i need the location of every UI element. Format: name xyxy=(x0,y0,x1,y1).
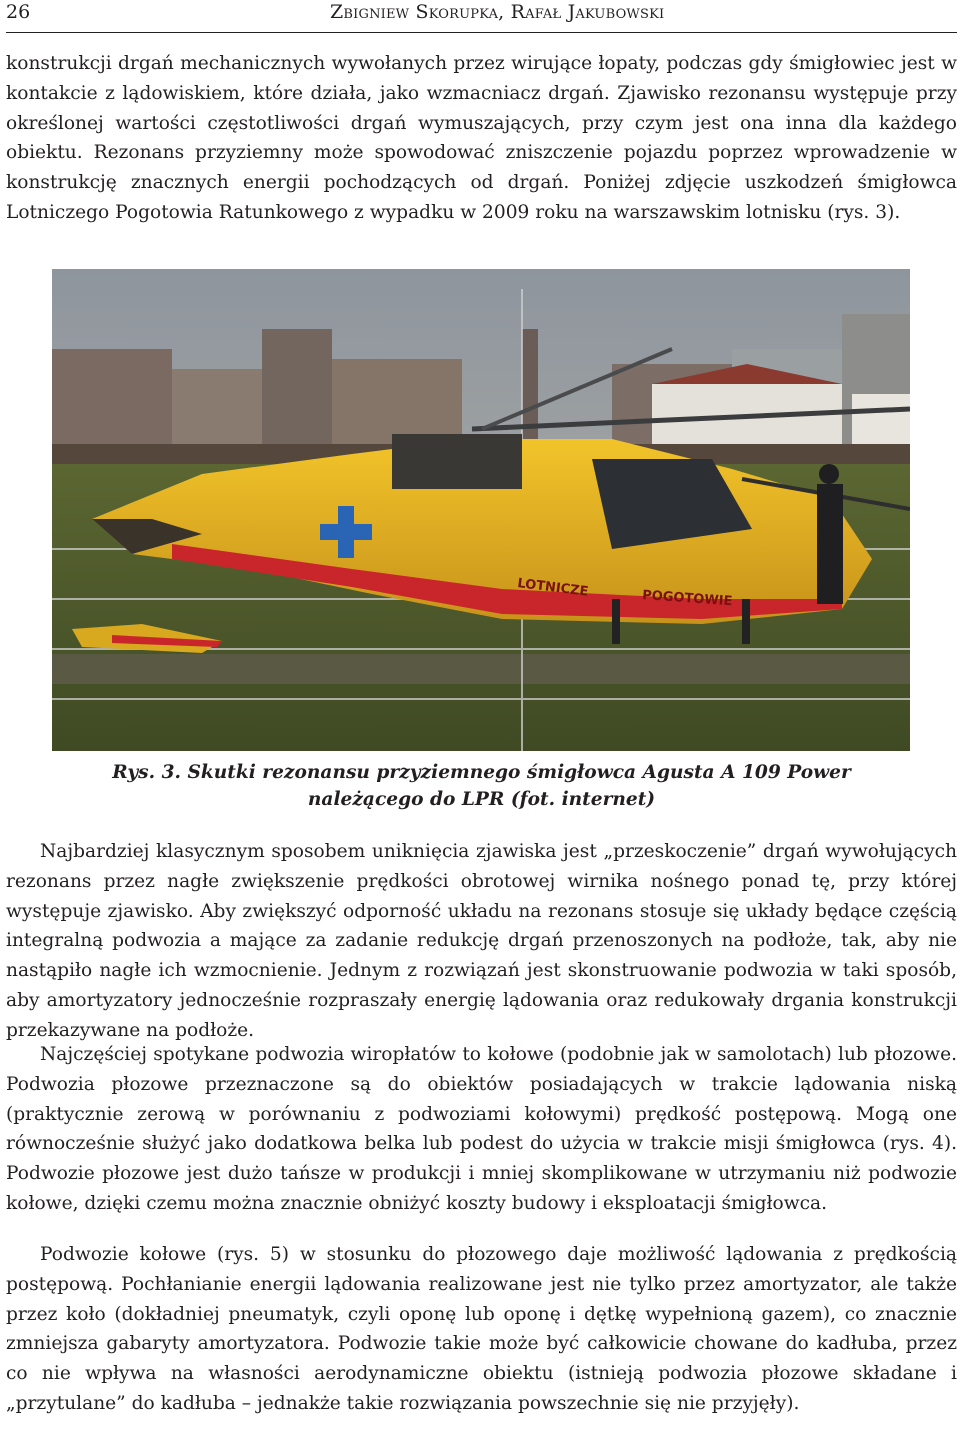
running-header xyxy=(6,0,957,26)
fuselage-label-left: LOTNICZE xyxy=(516,576,590,600)
runway-strip xyxy=(52,654,910,684)
fuselage-label-right: POGOTOWIE xyxy=(641,588,733,610)
person-silhouette xyxy=(817,464,843,604)
helicopter-crash-photo xyxy=(52,269,910,751)
paragraph-3: Najczęściej spotykane podwozia wiropłatów to kołowe (podobnie jak w samolotach) lub płozowe. Podwozia płozowe przeznaczone są do obiektów posiadających w trakcie lądowania niską (praktycznie zerową w porównaniu z podwoziami kołowymi) prędkość postępową. Mogą one równocześnie służyć jako dodatkowa belka lub podest do użycia w trakcie misji śmigłowca (rys. 4). Podwozie płozowe jest dużo tańsze w produkcji i mniej skomplikowane w utrzymaniu niż podwozie kołowe, dzięki czemu można znacznie obniżyć koszty budowy i eksploatacji śmigłowca. xyxy=(6,1044,957,1214)
caption-line-1: Rys. 3. Skutki rezonansu przyziemnego śmigłowca Agusta A 109 Power xyxy=(112,762,851,783)
page-number: 26 xyxy=(6,1,31,23)
figure-caption xyxy=(6,759,957,813)
caption-line-2: należącego do LPR (fot. internet) xyxy=(307,789,656,810)
running-header-authors: Zbigniew Skorupka, Rafał Jakubowski xyxy=(330,1,665,23)
paragraph-1: konstrukcji drgań mechanicznych wywołanych przez wirujące łopaty, podczas gdy śmigłowiec jest w kontakcie z lądowiskiem, które działa, jako wzmacniacz drgań. Zjawisko rezonansu występuje przy określonej wartości częstotliwości drgań wymuszających, przy czym jest ona inna dla każdego obiektu. Rezonans przyziemny może spowodować zniszczenie pojazdu poprzez wprowadzenie w konstrukcję znacznych energii pochodzących od drgań. Poniżej zdjęcie uszkodzeń śmigłowca Lotniczego Pogotowia Ratunkowego z wypadku w 2009 roku na warszawskim lotnisku (rys. 3). xyxy=(6,53,957,223)
figure-photo xyxy=(52,269,910,751)
header-rule xyxy=(6,32,957,33)
paragraph-4: Podwozie kołowe (rys. 5) w stosunku do płozowego daje możliwość lądowania z prędkością postępową. Pochłanianie energii lądowania realizowane jest nie tylko przez amortyzator, ale także przez koło (dokładniej pneumatyk, czyli oponę lub oponę i dętkę wypełnioną gazem), co znacznie zmniejsza gabaryty amortyzatora. Podwozie takie może być całkowicie chowane do kadłuba, przez co nie wpływa na własności aerodynamiczne obiektu (istnieją podwozia płozowe składane i „przytulane” do kadłuba – jednakże takie rozwiązania powszechnie się nie przyjęły). xyxy=(6,1244,957,1414)
paragraph-2: Najbardziej klasycznym sposobem uniknięcia zjawiska jest „przeskoczenie” drgań wywołujących rezonans przez nagłe zwiększenie prędkości obrotowej wirnika nośnego ponad tę, przy której występuje zjawisko. Aby zwiększyć odporność układu na rezonans stosuje się układy będące częścią integralną podwozia a mające za zadanie redukcję drgań przenoszonych na podłoże, tak, aby nie nastąpiło nagłe ich wzmocnienie. Jednym z rozwiązań jest skonstruowanie podwozia w taki sposób, aby amortyzatory jednocześnie rozpraszały energię lądowania oraz redukowały drgania konstrukcji przekazywane na podłoże. xyxy=(6,841,957,1041)
